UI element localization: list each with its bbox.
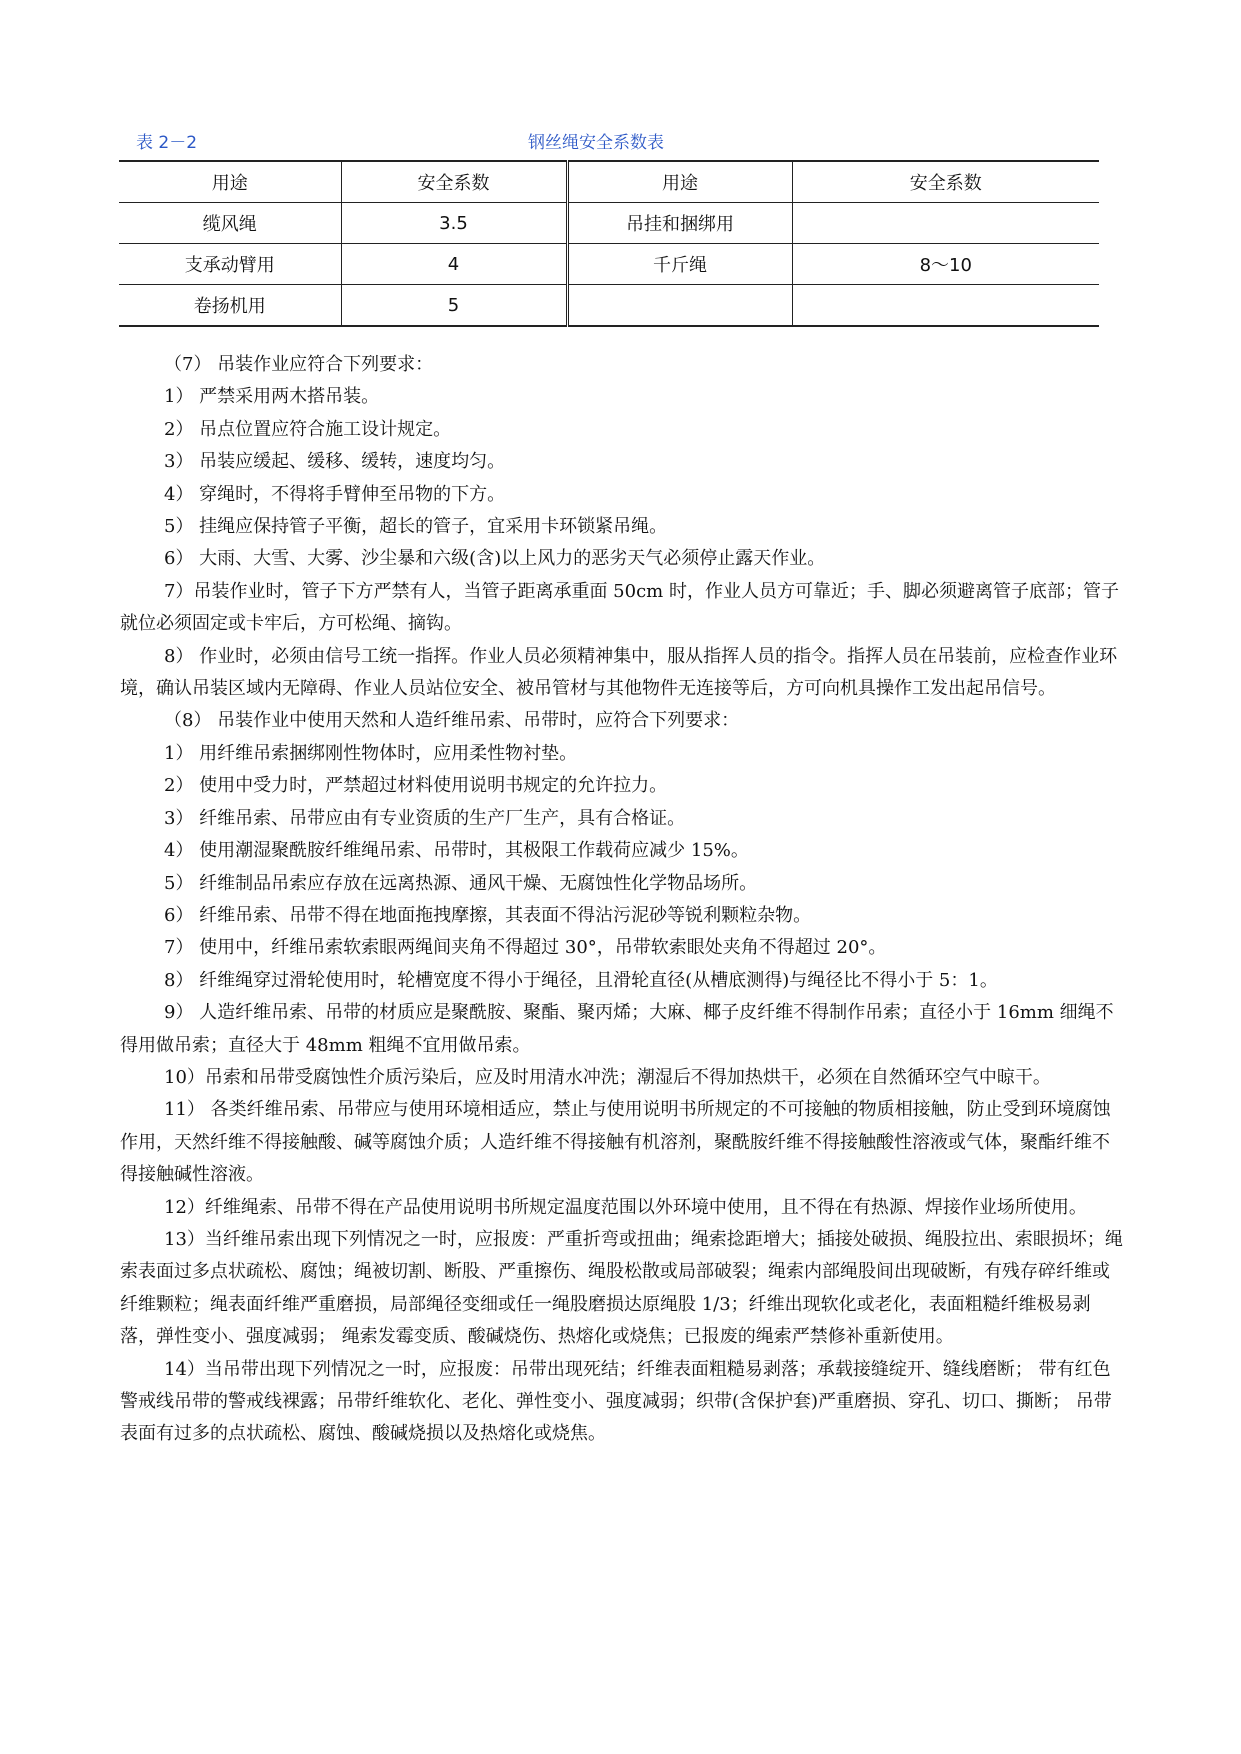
header-usage-2: 用途 (567, 161, 792, 203)
table-cell: 5 (341, 285, 567, 327)
paragraph: 2） 吊点位置应符合施工设计规定。 (164, 418, 452, 440)
header-usage-1: 用途 (119, 161, 341, 203)
paragraph: （7） 吊装作业应符合下列要求： (164, 354, 434, 375)
table-row (119, 203, 1099, 244)
table-cell: 缆风绳 (119, 203, 341, 244)
header-factor-1: 安全系数 (341, 161, 567, 203)
paragraph: 3） 纤维吊索、吊带应由有专业资质的生产厂生产，具有合格证。 (164, 807, 686, 829)
paragraph: 8） 作业时，必须由信号工统一指挥。作业人员必须精神集中，服从指挥人员的指令。指挥人员在吊装前，应检查作业环境，确认吊装区域内无障碍、作业人员站位安全、被吊管材与其他物件无连接等后，方可向机具操作工发出起吊信号。 (120, 645, 1118, 700)
paragraph: 13）当纤维吊索出现下列情况之一时，应报废：严重折弯或扭曲；绳索捻距增大；插接处破损、绳股拉出、索眼损坏；绳索表面过多点状疏松、腐蚀；绳被切割、断股、严重擦伤、绳股松散或局部破裂；绳索内部绳股间出现破断，有残存碎纤维或纤维颗粒；绳表面纤维严重磨损，局部绳径变细或任一绳股磨损达原绳股 1/3；纤维出现软化或老化，表面粗糙纤维极易剥落，弹性变小、强度减弱； 绳索发霉变质、酸碱烧伤、热熔化或烧焦；已报废的绳索严禁修补重新使用。 (120, 1228, 1123, 1348)
table-cell: 8～10 (792, 244, 1099, 285)
paragraph: 14）当吊带出现下列情况之一时，应报废：吊带出现死结；纤维表面粗糙易剥落；承载接缝绽开、缝线磨断； 带有红色警戒线吊带的警戒线裸露；吊带纤维软化、老化、弹性变小、强度减弱；织带(含保护套)严重磨损、穿孔、切口、撕断； 吊带表面有过多的点状疏松、腐蚀、酸碱烧损以及热熔化或烧焦。 (120, 1358, 1112, 1445)
table-header-row (119, 161, 1099, 203)
paragraph: 12）纤维绳索、吊带不得在产品使用说明书所规定温度范围以外环境中使用，且不得在有热源、焊接作业场所使用。 (164, 1196, 1087, 1218)
paragraph: 5） 挂绳应保持管子平衡，超长的管子，宜采用卡环锁紧吊绳。 (164, 516, 668, 538)
table-cell (567, 285, 792, 327)
paragraph: 6） 大雨、大雪、大雾、沙尘暴和六级(含)以上风力的恶劣天气必须停止露天作业。 (164, 548, 826, 570)
table-cell (792, 203, 1099, 244)
paragraph: 10）吊索和吊带受腐蚀性介质污染后，应及时用清水冲洗；潮湿后不得加热烘干，必须在自然循环空气中晾干。 (164, 1066, 1051, 1088)
paragraph: 2） 使用中受力时，严禁超过材料使用说明书规定的允许拉力。 (164, 775, 668, 797)
paragraph: 8） 纤维绳穿过滑轮使用时，轮槽宽度不得小于绳径，且滑轮直径(从槽底测得)与绳径比不得小于 5：1。 (164, 969, 998, 991)
paragraph: 11） 各类纤维吊索、吊带应与使用环境相适应，禁止与使用说明书所规定的不可接触的物质相接触，防止受到环境腐蚀作用，天然纤维不得接触酸、碱等腐蚀介质；人造纤维不得接触有机溶剂，聚酰胺纤维不得接触酸性溶液或气体，聚酯纤维不得接触碱性溶液。 (120, 1099, 1111, 1186)
table-cell: 吊挂和捆绑用 (567, 203, 792, 244)
table-cell: 支承动臂用 (119, 244, 341, 285)
table-cell: 卷扬机用 (119, 285, 341, 327)
paragraph: 1） 用纤维吊索捆绑刚性物体时，应用柔性物衬垫。 (164, 742, 578, 764)
body-text (120, 349, 1126, 1451)
paragraph: 5） 纤维制品吊索应存放在远离热源、通风干燥、无腐蚀性化学物品场所。 (164, 872, 758, 894)
table-cell: 3.5 (341, 203, 567, 244)
table-row (119, 285, 1099, 327)
table-row (119, 244, 1099, 285)
paragraph: 4） 使用潮湿聚酰胺纤维绳吊索、吊带时，其极限工作载荷应减少 15%。 (164, 840, 749, 862)
header-factor-2: 安全系数 (792, 161, 1099, 203)
table-title: 钢丝绳安全系数表 (528, 133, 664, 153)
paragraph: （8） 吊装作业中使用天然和人造纤维吊索、吊带时，应符合下列要求： (164, 710, 740, 732)
table-caption (0, 128, 1241, 152)
paragraph: 7）吊装作业时，管子下方严禁有人，当管子距离承重面 50cm 时，作业人员方可靠近；手、脚必须避离管子底部；管子就位必须固定或卡牢后，方可松绳、摘钩。 (120, 580, 1119, 635)
paragraph: 6） 纤维吊索、吊带不得在地面拖拽摩擦，其表面不得沾污泥砂等锐利颗粒杂物。 (164, 904, 812, 926)
paragraph: 3） 吊装应缓起、缓移、缓转，速度均匀。 (164, 451, 506, 473)
paragraph: 7） 使用中，纤维吊索软索眼两绳间夹角不得超过 30°，吊带软索眼处夹角不得超过 20°。 (164, 937, 887, 959)
table-number: 表 2－2 (136, 133, 198, 153)
paragraph: 1） 严禁采用两木搭吊装。 (164, 386, 380, 408)
paragraph: 9） 人造纤维吊索、吊带的材质应是聚酰胺、聚酯、聚丙烯；大麻、椰子皮纤维不得制作吊索；直径小于 16mm 细绳不得用做吊索；直径大于 48mm 粗绳不宜用做吊索。 (120, 1002, 1114, 1056)
paragraph: 4） 穿绳时，不得将手臂伸至吊物的下方。 (164, 483, 506, 505)
table-cell: 4 (341, 244, 567, 285)
table-cell: 千斤绳 (567, 244, 792, 285)
safety-factor-table (119, 160, 1099, 327)
table-cell (792, 285, 1099, 327)
